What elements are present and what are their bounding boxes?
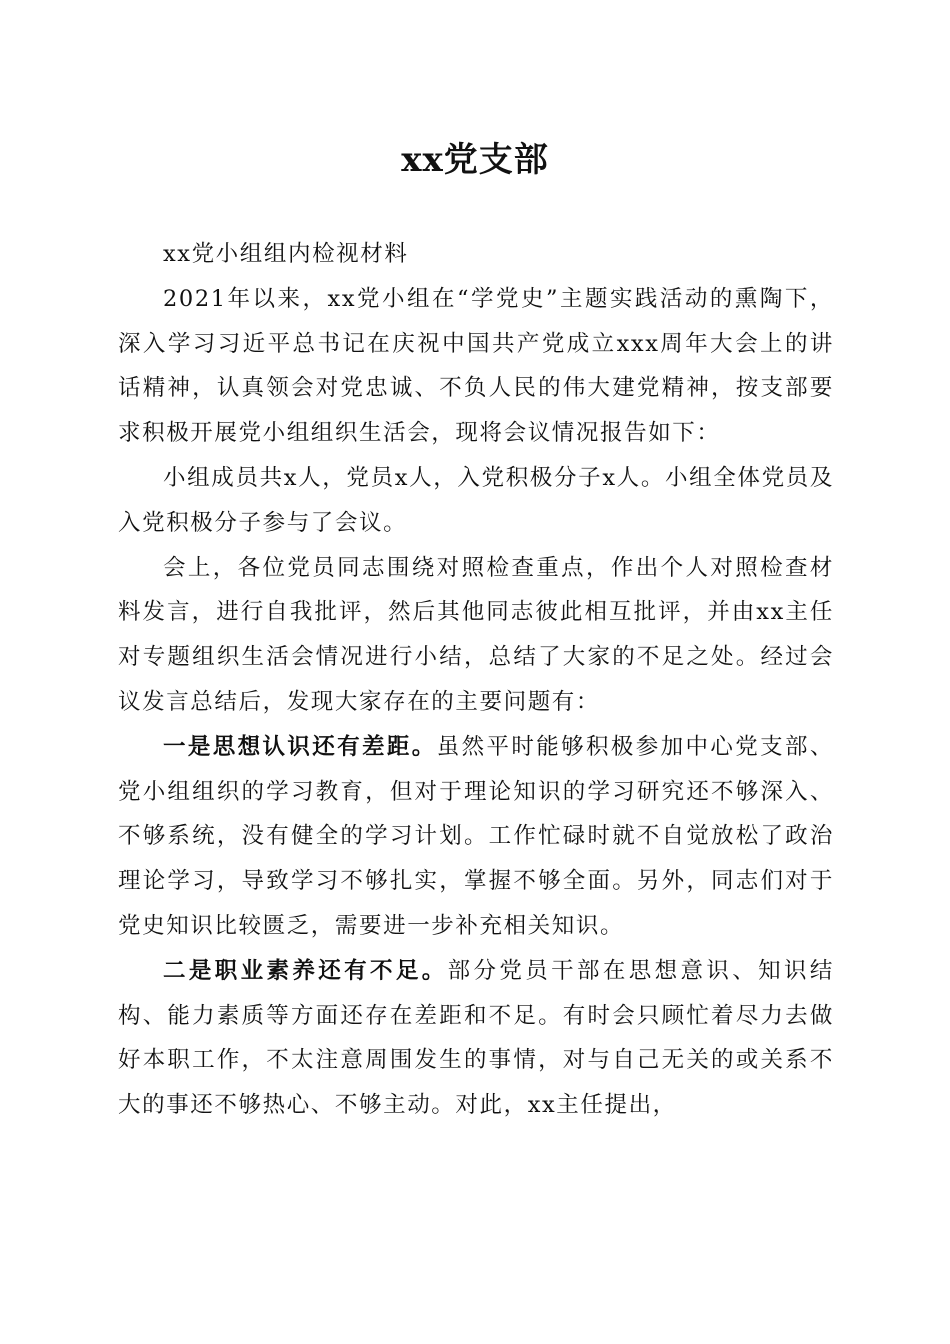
paragraph-issue-1 — [118, 725, 834, 949]
issue-2-lead: 二是职业素养还有不足。 — [163, 957, 448, 984]
document-title: xx党支部 — [401, 140, 549, 180]
issue-1-text: 虽然平时能够积极参加中心党支部、党小组组织的学习教育，但对于理论知识的学习研究还不够深入、不够系统，没有健全的学习计划。工作忙碌时就不自觉放松了政治理论学习，导致学习不够扎实，掌握不够全面。另外，同志们对于党史知识比较匮乏，需要进一步补充相关知识。 — [118, 733, 834, 939]
issue-1-lead: 一是思想认识还有差距。 — [163, 733, 437, 760]
paragraph-meeting: 会上，各位党员同志围绕对照检查重点，作出个人对照检查材料发言，进行自我批评，然后其他同志彼此相互批评，并由xx主任对专题组织生活会情况进行小结，总结了大家的不足之处。经过会议发言总结后，发现大家存在的主要问题有： — [118, 554, 834, 715]
paragraph-members: 小组成员共x人，党员x人，入党积极分子x人。小组全体党员及入党积极分子参与了会议。 — [118, 464, 834, 536]
paragraph-intro: 2021年以来，xx党小组在“学党史”主题实践活动的熏陶下，深入学习习近平总书记在庆祝中国共产党成立xxx周年大会上的讲话精神，认真领会对党忠诚、不负人民的伟大建党精神，按支部要求积极开展党小组组织生活会，现将会议情况报告如下： — [118, 285, 834, 447]
document-subtitle: xx党小组组内检视材料 — [163, 241, 409, 267]
paragraph-issue-2 — [118, 949, 834, 1128]
document-body — [118, 232, 834, 1128]
issue-2-text: 部分党员干部在思想意识、知识结构、能力素质等方面还存在差距和不足。有时会只顾忙着尽力去做好本职工作，不太注意周围发生的事情，对与自己无关的或关系不大的事还不够热心、不够主动。对此，xx主任提出， — [118, 957, 834, 1119]
